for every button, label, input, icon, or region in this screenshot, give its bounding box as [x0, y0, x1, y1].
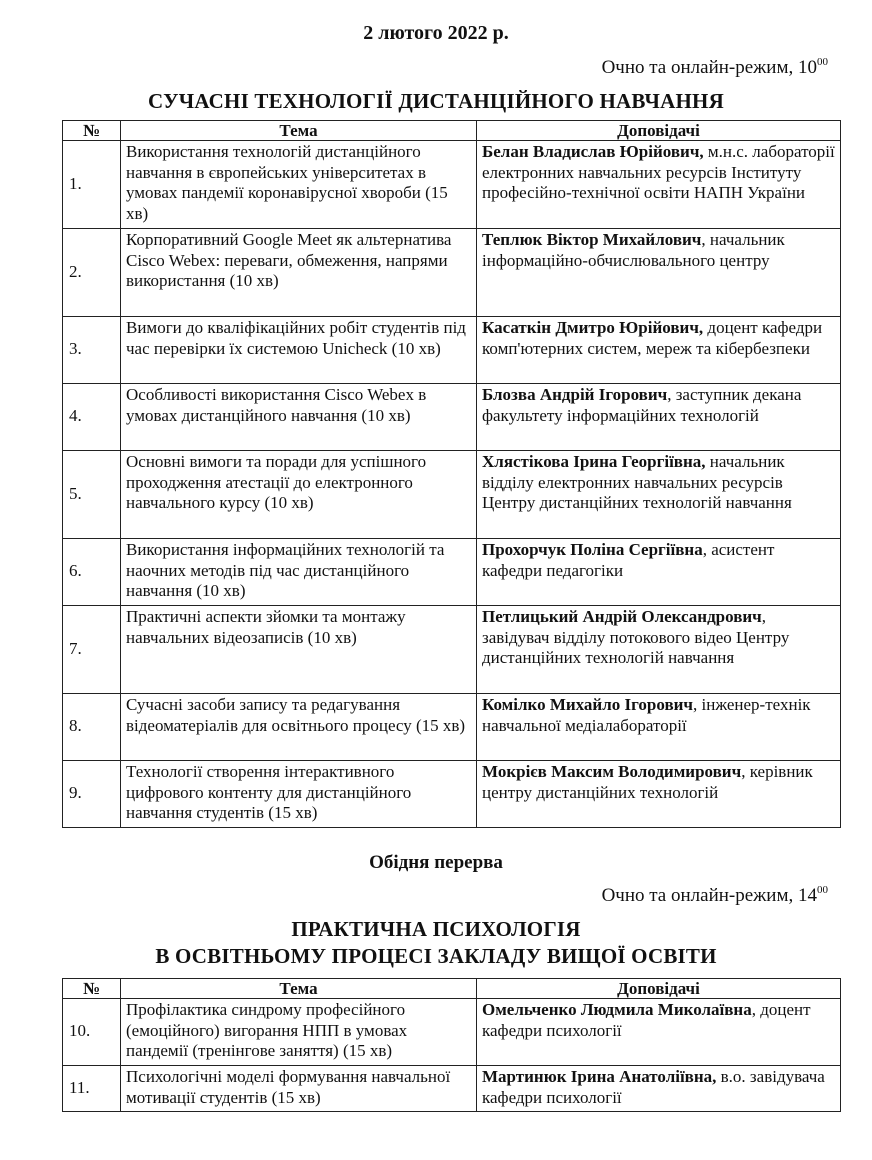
table-row [63, 539, 841, 606]
row-topic: Профілактика синдрому професійного (емоційного) вигорання НПП в умовах пандемії (тренінгове заняття) (15 хв) [121, 999, 477, 1066]
row-speaker [477, 694, 841, 761]
row-number: 11. [63, 1066, 121, 1112]
speaker-role: , керівник центру дистанційних технологій [482, 762, 813, 802]
speaker-role: доцент кафедри комп'ютерних систем, мереж та кібербезпеки [482, 318, 823, 358]
row-speaker [477, 539, 841, 606]
table-row [63, 229, 841, 317]
row-speaker [477, 761, 841, 828]
speaker-name: Мартинюк Ірина Анатоліївна, [482, 1067, 717, 1086]
speaker-name: Блозва Андрій Ігорович [482, 385, 668, 404]
speaker-role: м.н.с. лабораторії електронних навчальних ресурсів Інституту професійно-технічної освіти НАПН України [482, 142, 835, 202]
session1-mode-text: Очно та онлайн-режим, 10 [601, 57, 817, 78]
row-number: 1. [63, 141, 121, 229]
speaker-role: , асистент кафедри педагогіки [482, 540, 775, 580]
row-speaker [477, 451, 841, 539]
table-row [63, 999, 841, 1066]
speaker-role: в.о. завідувача кафедри психології [482, 1067, 825, 1107]
row-speaker [477, 317, 841, 384]
row-number: 8. [63, 694, 121, 761]
header-topic: Тема [121, 979, 477, 999]
row-topic: Сучасні засоби запису та редагування відеоматеріалів для освітнього процесу (15 хв) [121, 694, 477, 761]
header-number: № [63, 121, 121, 141]
row-speaker [477, 999, 841, 1066]
row-topic: Основні вимоги та поради для успішного проходження атестації до електронного навчального курсу (10 хв) [121, 451, 477, 539]
session2-mode-text: Очно та онлайн-режим, 14 [601, 885, 817, 906]
speaker-role: , начальник інформаційно-обчислювального центру [482, 230, 785, 270]
speaker-role: , інженер-технік навчальної медіалабораторії [482, 695, 811, 735]
row-number: 4. [63, 384, 121, 451]
header-speakers: Доповідачі [477, 979, 841, 999]
date-heading: 2 лютого 2022 р. [363, 22, 509, 44]
speaker-name: Белан Владислав Юрійович, [482, 142, 704, 161]
row-number: 3. [63, 317, 121, 384]
session2-title-line1: ПРАКТИЧНА ПСИХОЛОГІЯ [291, 917, 581, 941]
row-speaker [477, 1066, 841, 1112]
speaker-name: Мокрієв Максим Володимирович [482, 762, 742, 781]
row-speaker [477, 384, 841, 451]
row-number: 5. [63, 451, 121, 539]
speaker-name: Теплюк Віктор Михайлович [482, 230, 702, 249]
table-row [63, 141, 841, 229]
row-number: 9. [63, 761, 121, 828]
speaker-role: , заступник декана факультету інформаційних технологій [482, 385, 802, 425]
session1-mode [602, 56, 828, 79]
row-topic: Технології створення інтерактивного цифрового контенту для дистанційного навчання студентів (15 хв) [121, 761, 477, 828]
table-row [63, 606, 841, 694]
speaker-name: Петлицький Андрій Олександрович [482, 607, 762, 626]
row-speaker [477, 606, 841, 694]
row-topic: Психологічні моделі формування навчальної мотивації студентів (15 хв) [121, 1066, 477, 1112]
session2-mode [602, 884, 828, 907]
row-speaker [477, 229, 841, 317]
speaker-name: Комілко Михайло Ігорович [482, 695, 694, 714]
table-header-row [63, 121, 841, 141]
header-speakers: Доповідачі [477, 121, 841, 141]
session2-table [62, 978, 841, 1112]
speaker-name: Омельченко Людмила Миколаївна [482, 1000, 752, 1019]
session2-mode-time-sup: 00 [817, 884, 828, 896]
session2-title-line2: В ОСВІТНЬОМУ ПРОЦЕСІ ЗАКЛАДУ ВИЩОЇ ОСВІТИ [155, 944, 717, 968]
speaker-name: Прохорчук Поліна Сергіївна [482, 540, 703, 559]
speaker-name: Хлястікова Ірина Георгіївна, [482, 452, 706, 471]
table-header-row [63, 979, 841, 999]
row-speaker [477, 141, 841, 229]
speaker-role: , доцент кафедри психології [482, 1000, 811, 1040]
row-topic: Практичні аспекти зйомки та монтажу навчальних відеозаписів (10 хв) [121, 606, 477, 694]
table-row [63, 1066, 841, 1112]
session2-title [0, 916, 872, 970]
table-row [63, 761, 841, 828]
table-row [63, 317, 841, 384]
table-row [63, 694, 841, 761]
speaker-role: , завідувач відділу потокового відео Центру дистанційних технологій навчання [482, 607, 790, 667]
row-topic: Вимоги до кваліфікаційних робіт студентів під час перевірки їх системою Unicheck (10 хв) [121, 317, 477, 384]
row-topic: Використання інформаційних технологій та наочних методів під час дистанційного навчання (10 хв) [121, 539, 477, 606]
row-number: 6. [63, 539, 121, 606]
speaker-name: Касаткін Дмитро Юрійович, [482, 318, 704, 337]
header-number: № [63, 979, 121, 999]
header-topic: Тема [121, 121, 477, 141]
row-number: 7. [63, 606, 121, 694]
table-row [63, 451, 841, 539]
row-topic: Особливості використання Cisco Webex в умовах дистанційного навчання (10 хв) [121, 384, 477, 451]
session1-table [62, 120, 841, 828]
row-topic: Корпоративний Google Meet як альтернатива Cisco Webex: переваги, обмеження, напрями використання (10 хв) [121, 229, 477, 317]
session1-title: СУЧАСНІ ТЕХНОЛОГІЇ ДИСТАНЦІЙНОГО НАВЧАННЯ [148, 89, 724, 113]
lunch-break-heading: Обідня перерва [369, 852, 503, 873]
row-number: 2. [63, 229, 121, 317]
session1-mode-time-sup: 00 [817, 56, 828, 68]
row-topic: Використання технологій дистанційного навчання в європейських університетах в умовах пандемії коронавірусної хвороби (15 хв) [121, 141, 477, 229]
speaker-role: начальник відділу електронних навчальних ресурсів Центру дистанційних технологій навчання [482, 452, 792, 512]
table-row [63, 384, 841, 451]
row-number: 10. [63, 999, 121, 1066]
